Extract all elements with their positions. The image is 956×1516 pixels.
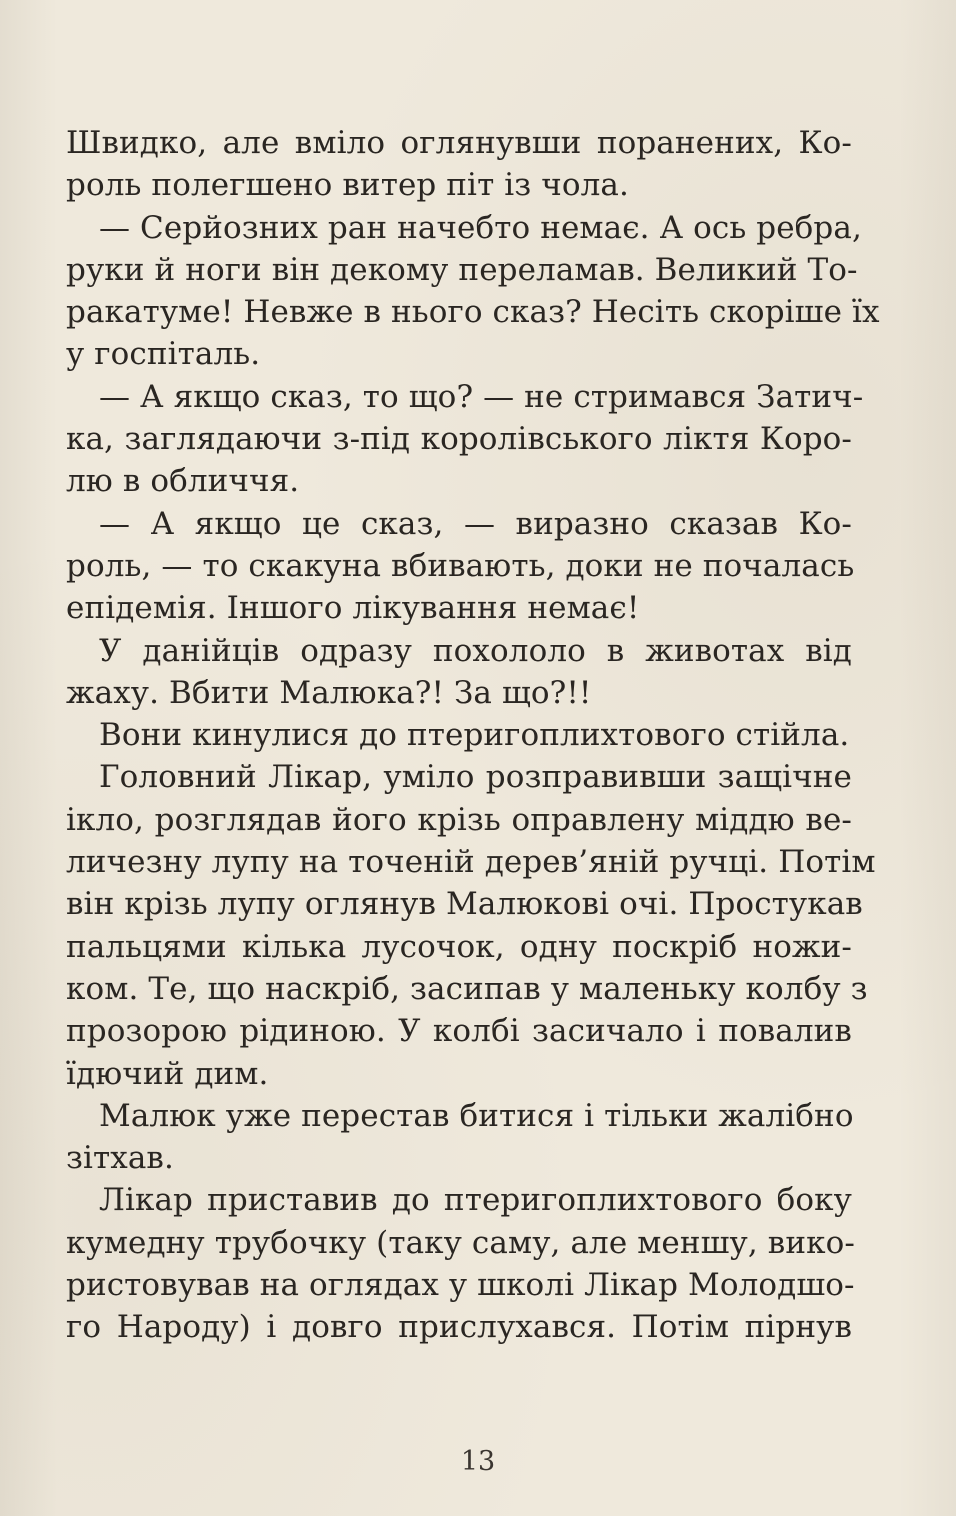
text-line: Вони кинулися до птеригоплихтового стійла. [99,717,850,754]
text-line: го Народу) і довго прислухався. Потім пірнув [66,1309,852,1346]
text-line: зітхав. [66,1140,174,1177]
text-line: — Серйозних ран начебто немає. А ось ребра, [99,209,862,246]
text-line: прозорою рідиною. У колбі засичало і повалив [66,1013,852,1050]
text-line: він крізь лупу оглянув Малюкові очі. Простукав [66,886,863,923]
text-line: У данійців одразу похололо в животах від [99,632,852,669]
text-line: личезну лупу на точеній дерев’яній ручці. Потім [66,844,876,881]
text-line: у госпіталь. [66,336,261,373]
text-line: Малюк уже перестав битися і тільки жалібно [99,1097,854,1134]
text-line: Головний Лікар, уміло розправивши защічне [99,759,852,796]
text-line: Швидко, але вміло оглянувши поранених, Ко- [66,125,852,161]
text-line: ристовував на оглядах у школі Лікар Молодшо- [66,1267,855,1304]
text-line: кумедну трубочку (таку саму, але меншу, вико- [66,1224,855,1261]
body-text [66,122,880,1349]
text-line: ком. Те, що наскріб, засипав у маленьку колбу з [66,970,868,1007]
text-line: Лікар приставив до птеригоплихтового боку [99,1182,852,1219]
text-line: руки й ноги він декому переламав. Великий То- [66,251,858,288]
text-line: — А якщо сказ, то що? — не стримався Затич- [99,378,864,415]
text-line: ікло, розглядав його крізь оправлену міддю ве- [66,801,852,838]
text-line: ракатуме! Невже в нього сказ? Несіть скоріше їх [66,294,880,331]
text-line: жаху. Вбити Малюка?! За що?!! [66,674,592,711]
text-line: пальцями кілька лусочок, одну поскріб ножи- [66,928,852,965]
text-line: ка, заглядаючи з-під королівського ліктя Коро- [66,421,852,458]
text-line: роль, — то скакуна вбивають, доки не почалась [66,547,855,584]
page-number: 13 [460,1446,496,1477]
text-line: епідемія. Іншого лікування немає! [66,590,640,627]
text-line: лю в обличчя. [66,463,300,500]
text-line: роль полегшено витер піт із чола. [66,167,629,204]
text-line: їдючий дим. [66,1055,269,1092]
text-line: — А якщо це сказ, — виразно сказав Ко- [99,505,852,542]
